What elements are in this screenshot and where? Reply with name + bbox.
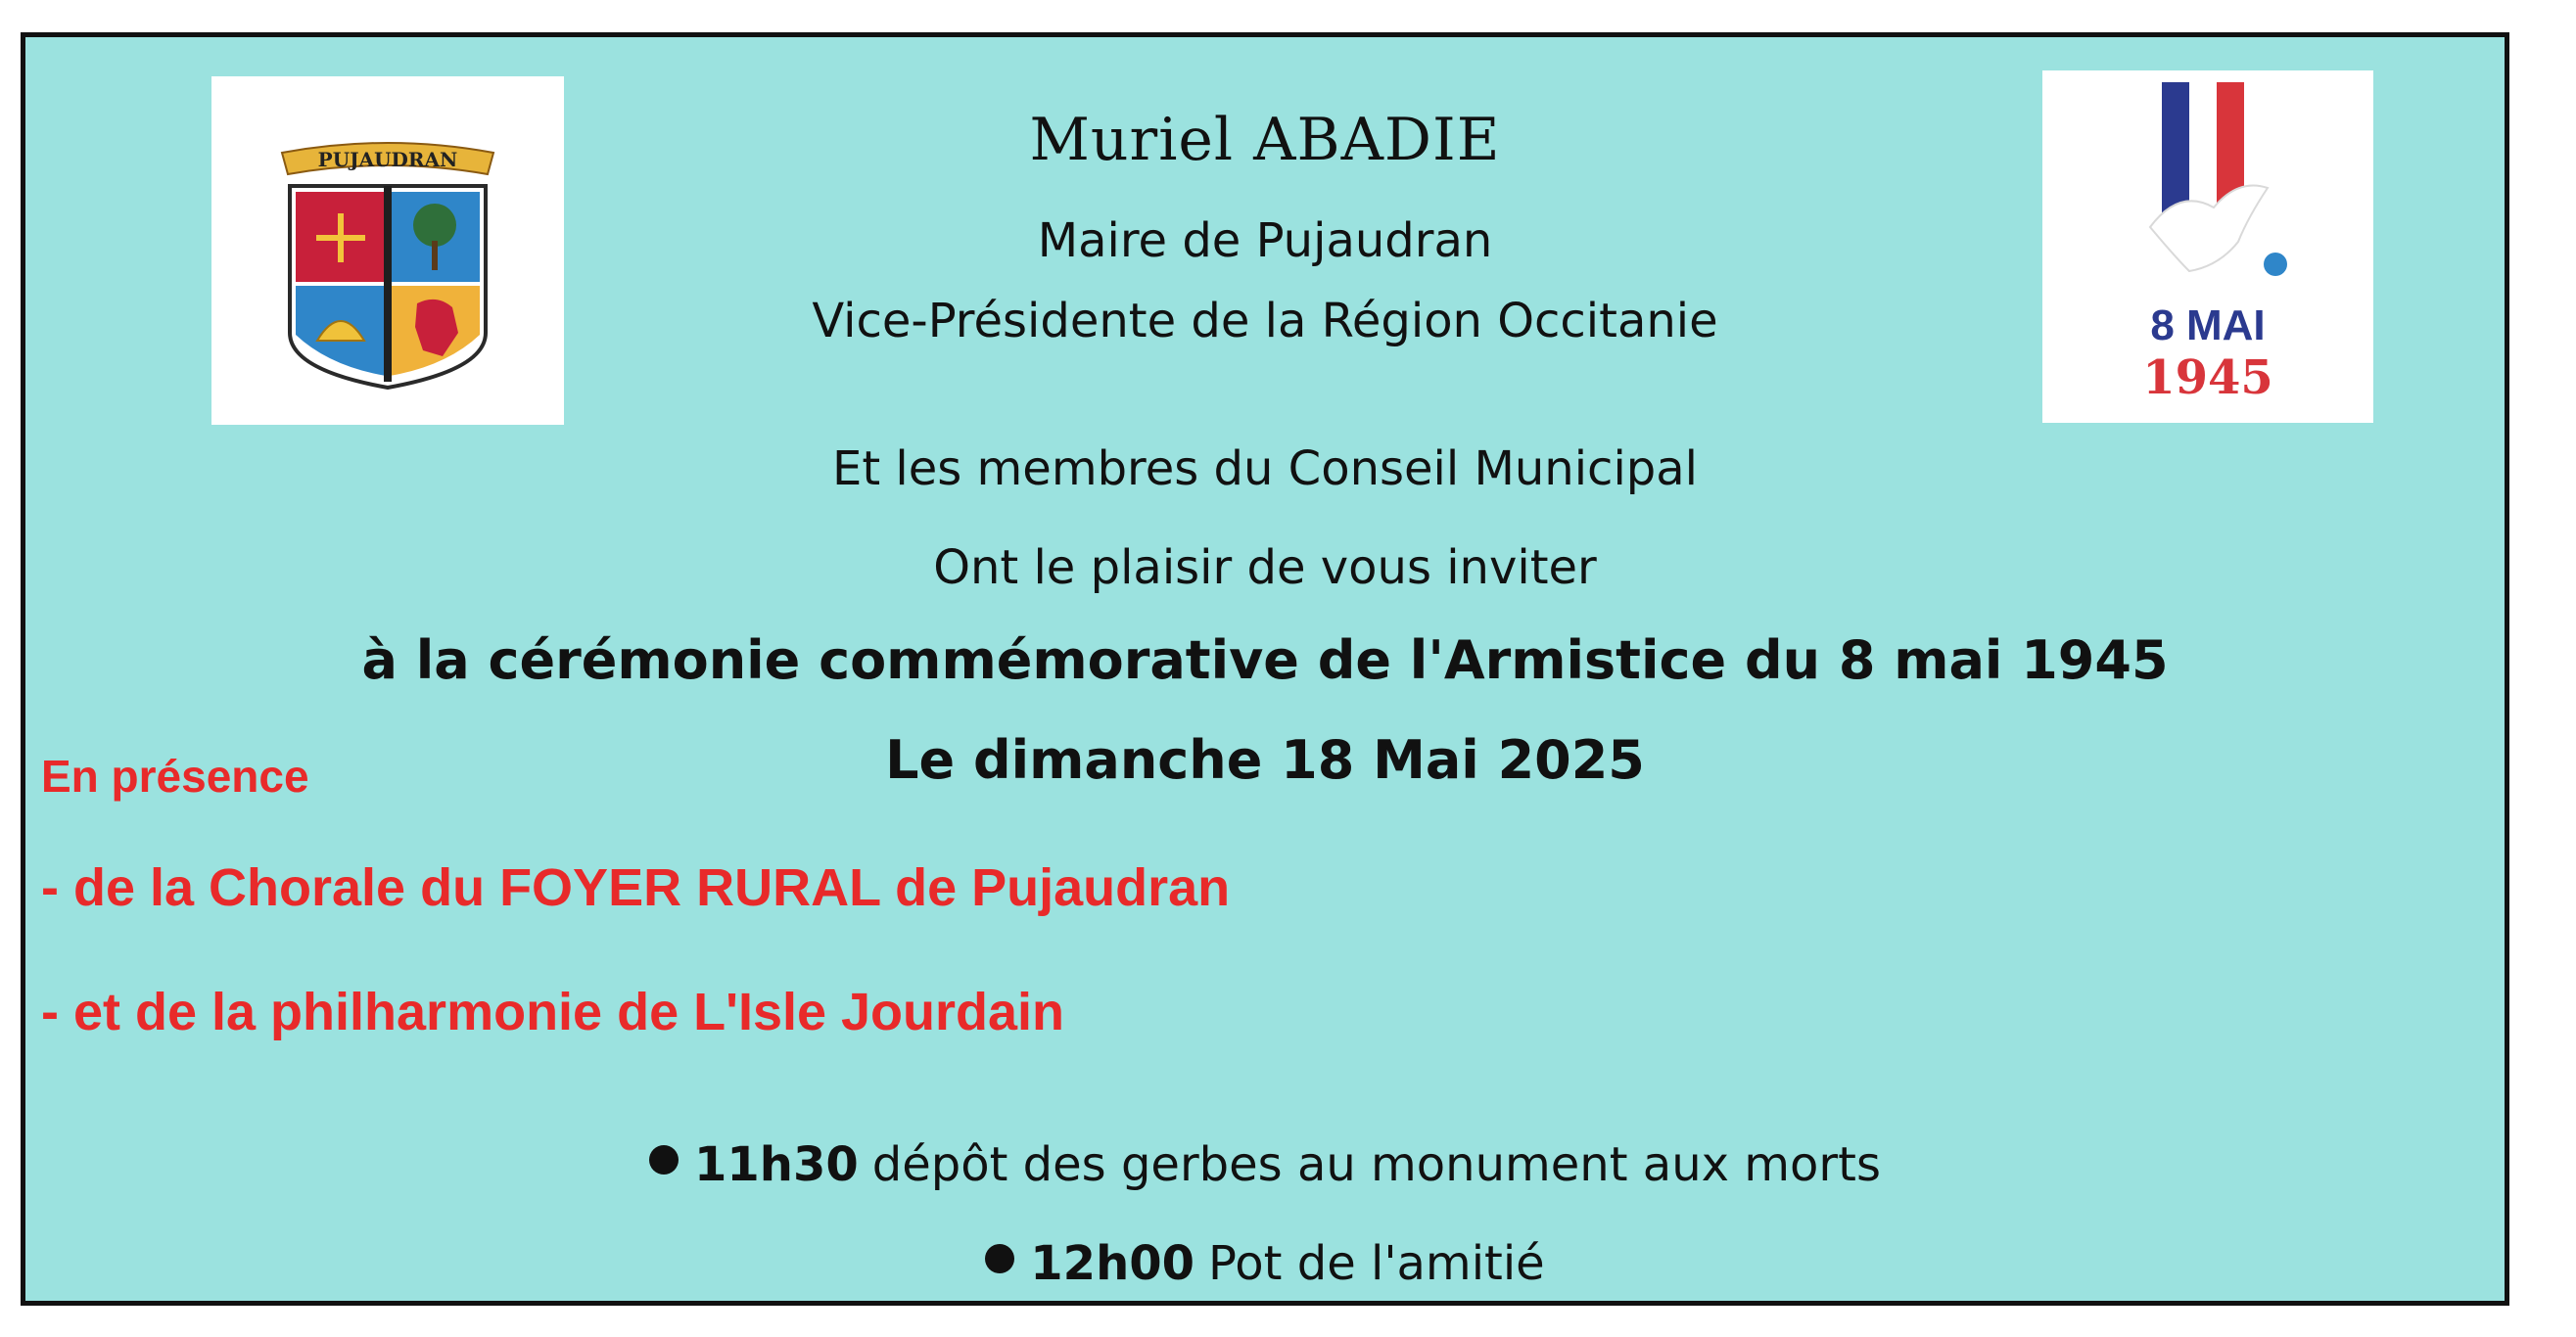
- schedule-item: [25, 1137, 2505, 1192]
- schedule-item: [25, 1236, 2505, 1291]
- schedule-time: 12h00: [1030, 1236, 1195, 1291]
- invitation-card: [21, 32, 2509, 1306]
- poster-year: 1945: [2142, 350, 2273, 405]
- presence-item-philharmonie: - et de la philharmonie de L'Isle Jourdain: [41, 983, 1065, 1041]
- schedule-time: 11h30: [694, 1137, 859, 1192]
- schedule-text: dépôt des gerbes au monument aux morts: [871, 1137, 1881, 1192]
- region-title: Vice-Présidente de la Région Occitanie: [812, 294, 1718, 348]
- crest-banner-text: PUJAUDRAN: [317, 148, 458, 171]
- ceremony-date: Le dimanche 18 Mai 2025: [885, 729, 1645, 791]
- bullet-icon: [985, 1244, 1014, 1273]
- bullet-icon: [649, 1145, 679, 1175]
- presence-heading: En présence: [41, 751, 309, 802]
- mayor-title: Maire de Pujaudran: [1037, 213, 1493, 268]
- mayor-name: Muriel ABADIE: [1029, 106, 1501, 174]
- ceremony-title: à la cérémonie commémorative de l'Armistice du 8 mai 1945: [361, 629, 2169, 691]
- poster-title: 8 MAI: [2150, 301, 2266, 349]
- schedule-text: Pot de l'amitié: [1208, 1236, 1545, 1291]
- presence-item-chorale: - de la Chorale du FOYER RURAL de Pujaudran: [41, 858, 1231, 917]
- council-members-line: Et les membres du Conseil Municipal: [832, 441, 1698, 496]
- invite-line: Ont le plaisir de vous inviter: [933, 540, 1597, 595]
